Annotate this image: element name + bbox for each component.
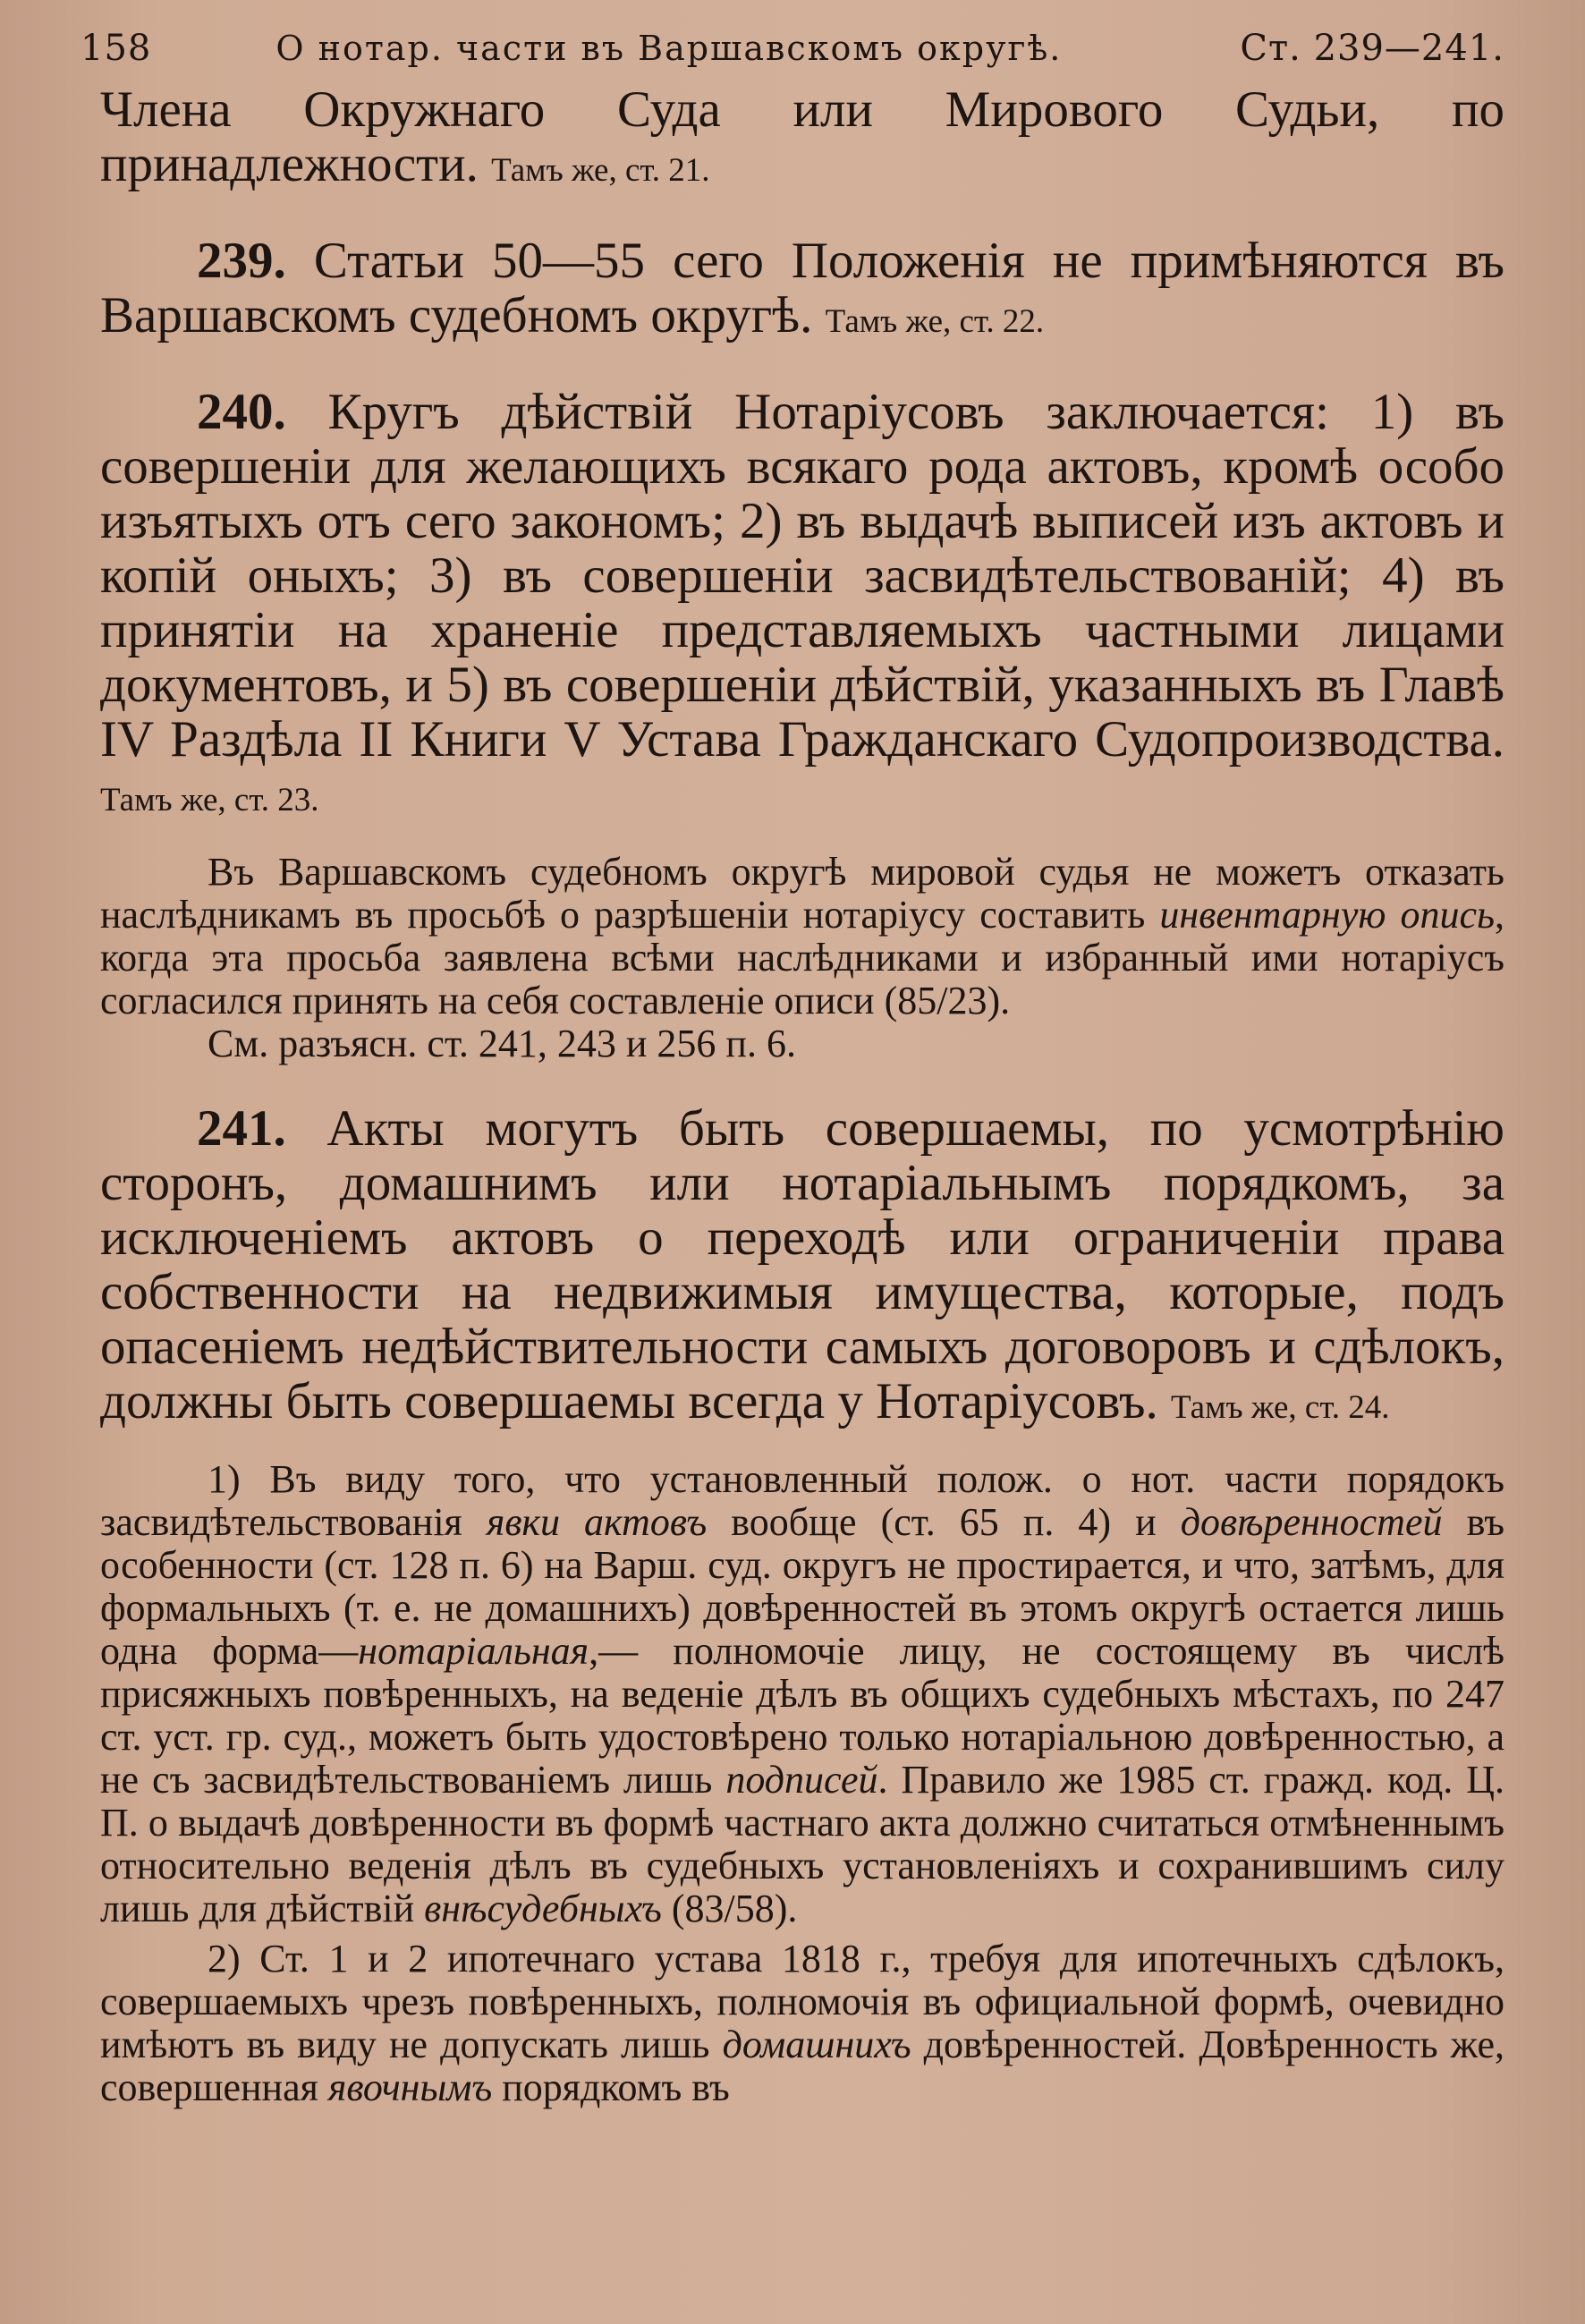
note-text: ,— полномочіе лицу, не состоящему въ числѣ присяжныхъ повѣренныхъ, на веденіе дѣлъ въ общихъ судебныхъ мѣстахъ, по 247 ст. уст. гр. суд., можетъ быть удостовѣрено только нотаріальною довѣренностью, а не съ засвидѣтельствованіемъ лишь bbox=[100, 1629, 1504, 1802]
note-text: порядкомъ въ bbox=[502, 2065, 730, 2109]
running-title: О нотар. части въ Варшавскомъ округѣ. bbox=[275, 29, 1063, 68]
see-also-text: См. разъясн. ст. 241, 243 и 256 п. 6. bbox=[208, 1022, 796, 1065]
note-text: Въ Варшавскомъ судебномъ округѣ мировой судья не можетъ отказать наслѣдникамъ въ просьбѣ о разрѣшеніи нотаріусу составить bbox=[100, 850, 1504, 937]
note-italic: подписей bbox=[725, 1758, 878, 1802]
citation: Тамъ же, ст. 21. bbox=[491, 152, 710, 189]
citation: Тамъ же, ст. 22. bbox=[825, 303, 1045, 340]
article-range: Ст. 239—241. bbox=[1240, 28, 1504, 69]
continued-paragraph bbox=[100, 82, 1504, 198]
note-italic: явочнымъ bbox=[327, 2065, 493, 2109]
article-text: Кругъ дѣйствій Нотаріусовъ заключается: 1) въ совершеніи для желающихъ всякаго рода актовъ, кромѣ особо изъятыхъ отъ сего закономъ; 2) въ выдачѣ выписей изъ актовъ и копій оныхъ; 3) въ совершеніи засвидѣтельствованій; 4) въ принятіи на храненіе представляемыхъ частными лицами документовъ, и 5) въ совершеніи дѣйствій, указанныхъ въ Главѣ IV Раздѣла II Книги V Устава Гражданскаго Судопроизводства. bbox=[100, 384, 1505, 768]
page-number: 158 bbox=[81, 28, 152, 69]
article-241 bbox=[100, 1101, 1504, 1435]
note-241-2 bbox=[100, 1938, 1504, 2109]
article-239 bbox=[100, 233, 1504, 349]
note-text: вообще (ст. 65 п. 4) и bbox=[731, 1500, 1157, 1544]
note-italic: довѣренностей bbox=[1180, 1500, 1443, 1544]
see-also-240 bbox=[100, 1022, 1504, 1065]
note-text: 1) Въ виду того, что установленный полож. о нот. части порядокъ засвидѣтельствованія bbox=[100, 1457, 1504, 1544]
article-number: 239. bbox=[197, 233, 286, 289]
note-text: 2) Ст. 1 и 2 ипотечнаго устава 1818 г., требуя для ипотечныхъ сдѣлокъ, совершаемыхъ чрезъ повѣренныхъ, полномочія въ официальной формѣ, очевидно имѣютъ въ виду не допускать лишь bbox=[100, 1937, 1504, 2066]
note-italic: инвентарную опись bbox=[1159, 893, 1496, 937]
note-italic: домашнихъ bbox=[722, 2023, 911, 2066]
citation: Тамъ же, ст. 24. bbox=[1171, 1389, 1390, 1426]
note-text: въ особенности (ст. 128 п. 6) на Варш. суд. округъ не простирается, и что, затѣмъ, для формальныхъ (т. е. не домашнихъ) довѣренностей въ этомъ округѣ остается лишь одна форма— bbox=[100, 1500, 1504, 1673]
running-header bbox=[81, 25, 1504, 75]
continued-text: Члена Окружнаго Суда или Мирового Судьи, по принадлежности. bbox=[100, 81, 1504, 192]
note-text: . Правило же 1985 ст. гражд. код. Ц. П. о выдачѣ довѣренности въ формѣ частнаго акта должно считаться отмѣненнымъ относительно веденія дѣлъ въ судебныхъ установленіяхъ и сохранившимъ силу лишь для дѣйствій bbox=[100, 1758, 1505, 1930]
note-italic: нотаріальная bbox=[358, 1629, 589, 1673]
note-italic: внѣсудебныхъ bbox=[424, 1887, 662, 1930]
note-italic: явки актовъ bbox=[486, 1500, 708, 1544]
note-text: , когда эта просьба заявлена всѣми наслѣдниками и избранный ими нотаріусъ согласился принять на себя составленіе описи (85/23). bbox=[100, 893, 1505, 1022]
article-text: Акты могутъ быть совершаемы, по усмотрѣнію сторонъ, домашнимъ или нотаріальнымъ порядкомъ, за исключеніемъ актовъ о переходѣ или ограниченіи права собственности на недвижимыя имущества, которые, подъ опасеніемъ недѣйствительности самыхъ договоровъ и сдѣлокъ, должны быть совершаемы всегда у Нотаріусовъ. bbox=[100, 1100, 1505, 1429]
note-240 bbox=[100, 851, 1504, 1022]
citation: Тамъ же, ст. 23. bbox=[100, 782, 319, 818]
note-241-1 bbox=[100, 1458, 1504, 1930]
note-text: довѣренностей. Довѣренность же, совершенная bbox=[100, 2023, 1505, 2109]
note-text: (83/58). bbox=[671, 1887, 798, 1930]
article-text: Статьи 50—55 сего Положенія не примѣняются въ Варшавскомъ судебномъ округѣ. bbox=[100, 233, 1505, 344]
article-240 bbox=[100, 385, 1504, 827]
article-number: 241. bbox=[197, 1100, 286, 1157]
article-number: 240. bbox=[197, 384, 286, 440]
